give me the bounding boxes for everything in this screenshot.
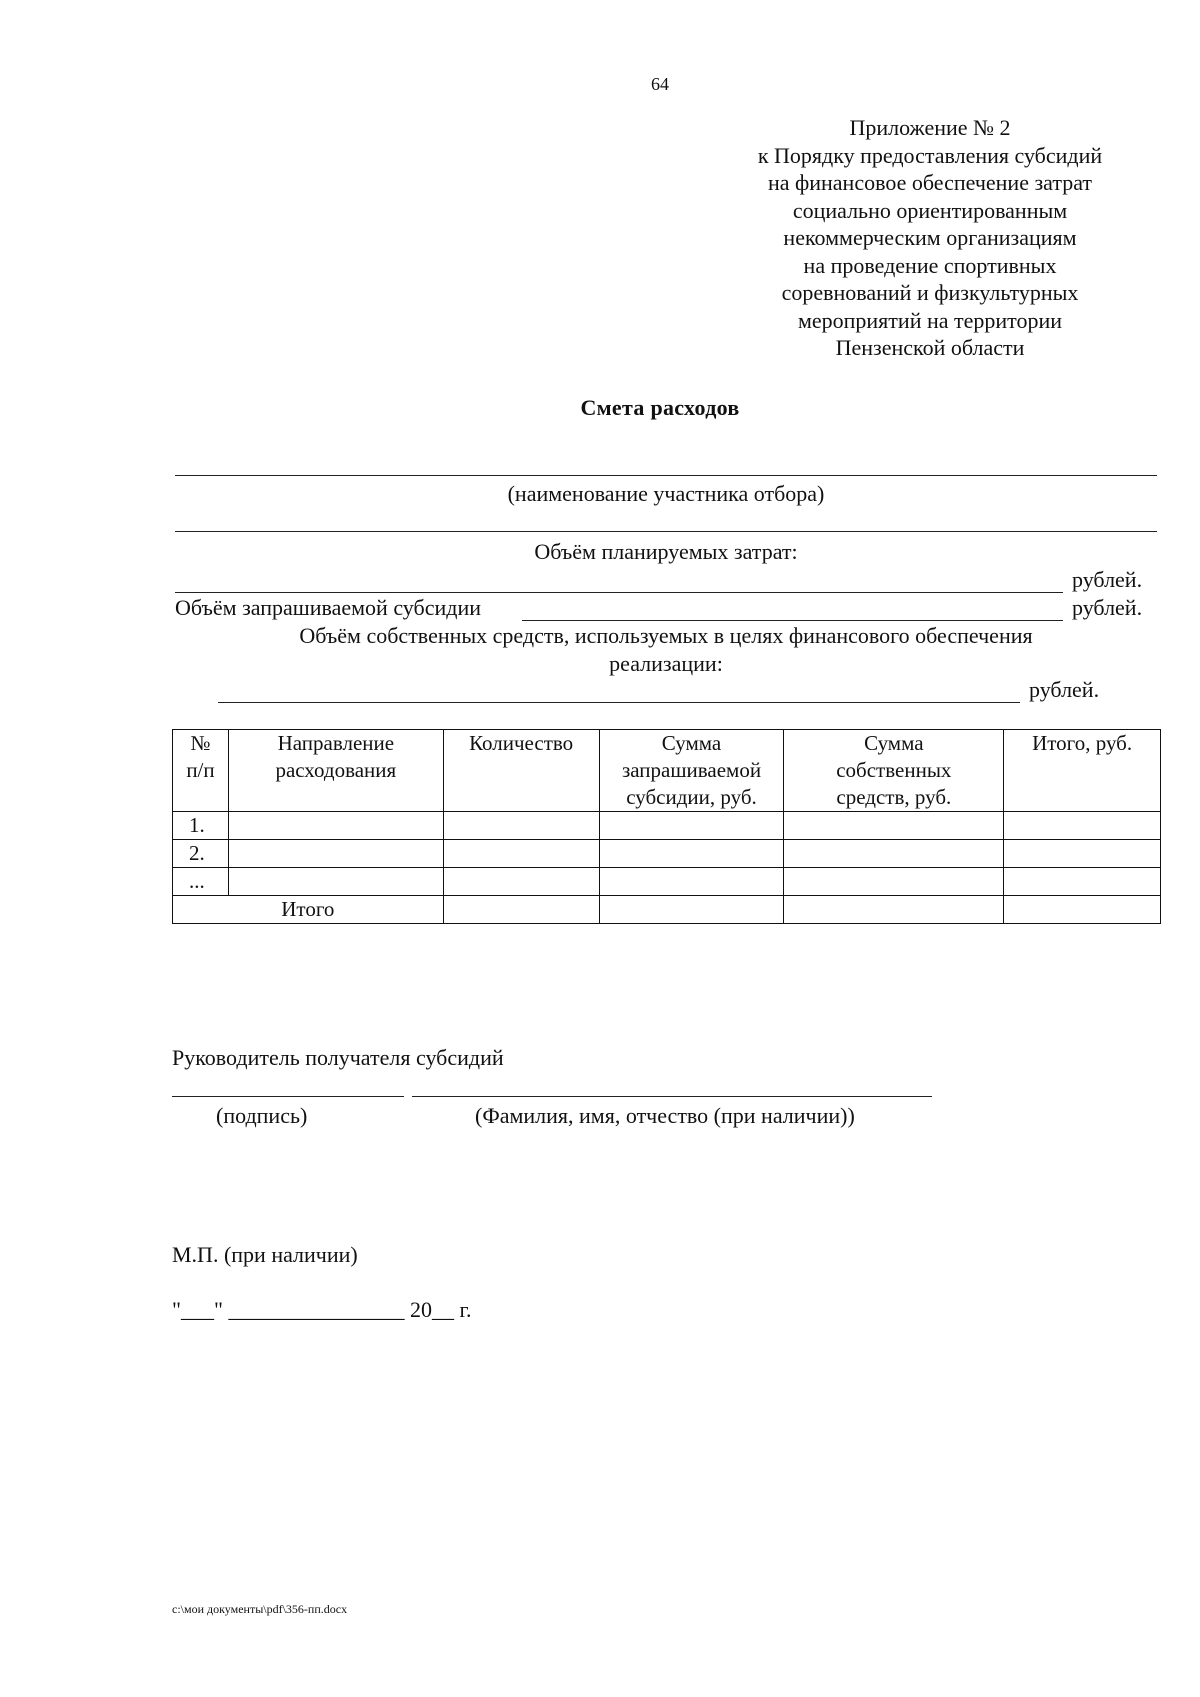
own-funds-suffix: рублей. (1029, 677, 1100, 702)
budget-table (172, 729, 1161, 924)
table-cell (228, 812, 443, 840)
appendix-line: соревнований и физкультурных (781, 280, 1079, 305)
document-title: Смета расходов (580, 395, 740, 420)
planned-costs-suffix: рублей. (1072, 567, 1143, 592)
table-cell (1004, 840, 1161, 868)
table-cell (599, 868, 784, 896)
row-number: 2. (173, 840, 229, 868)
participant-name-line (175, 475, 1157, 476)
page-number: 64 (651, 74, 669, 94)
table-row (173, 840, 1161, 868)
header-cell-own-funds: Сумма собственных средств, руб. (784, 730, 1004, 812)
stamp-label: М.П. (при наличии) (172, 1242, 358, 1267)
table-cell (1004, 896, 1161, 924)
date-line (172, 1297, 472, 1323)
row-number: ... (173, 868, 229, 896)
table-total-row (173, 896, 1161, 924)
table-header-row (173, 730, 1161, 812)
table-cell (443, 868, 599, 896)
appendix-line: социально ориентированным (792, 197, 1068, 223)
appendix-line: Приложение № 2 (849, 115, 1011, 140)
table-cell (228, 840, 443, 868)
header-cell-quantity: Количество (443, 730, 599, 812)
table-cell (784, 896, 1004, 924)
name-line (412, 1096, 932, 1097)
date-day: "___" (172, 1297, 223, 1322)
appendix-line: некоммерческим организациям (783, 225, 1077, 250)
date-month: ________________ (228, 1297, 405, 1322)
table-cell (228, 868, 443, 896)
row-number: 1. (173, 812, 229, 840)
signature-caption: (подпись) (216, 1103, 308, 1128)
planned-costs-line (175, 592, 1063, 593)
participant-caption: (наименование участника отбора) (507, 481, 825, 506)
participant-name-line-2 (175, 531, 1157, 532)
appendix-header (730, 114, 1130, 362)
table-cell (1004, 812, 1161, 840)
own-funds-label: Объём собственных средств, используемых в целях финансового обеспечения (299, 623, 1033, 648)
table-row (173, 868, 1161, 896)
table-cell (599, 896, 784, 924)
appendix-line: на финансовое обеспечение затрат (767, 170, 1093, 195)
own-funds-line (218, 702, 1020, 703)
header-cell-total: Итого, руб. (1004, 730, 1161, 812)
appendix-line: на проведение спортивных (803, 252, 1057, 278)
table-cell (443, 840, 599, 868)
header-cell-requested-subsidy: Сумма запрашиваемой субсидии, руб. (599, 730, 784, 812)
total-label: Итого (173, 896, 444, 924)
signature-line (172, 1096, 404, 1097)
table-cell (599, 840, 784, 868)
table-cell (784, 868, 1004, 896)
table-cell (599, 812, 784, 840)
appendix-line: мероприятий на территории (797, 307, 1063, 333)
requested-subsidy-label: Объём запрашиваемой субсидии (175, 595, 481, 620)
table-cell (1004, 868, 1161, 896)
table-row (173, 812, 1161, 840)
table-cell (784, 840, 1004, 868)
own-funds-label-cont: реализации: (609, 651, 723, 676)
table-cell (443, 896, 599, 924)
table-cell (443, 812, 599, 840)
planned-costs-label: Объём планируемых затрат: (534, 539, 798, 564)
header-cell-direction: Направление расходования (228, 730, 443, 812)
appendix-line: Пензенской области (835, 335, 1025, 360)
appendix-line: к Порядку предоставления субсидий (757, 142, 1103, 168)
footer-file-path: c:\мои документы\pdf\356-пп.docx (172, 1602, 348, 1616)
date-year: 20__ г. (409, 1297, 472, 1322)
name-caption: (Фамилия, имя, отчество (при наличии)) (475, 1103, 855, 1128)
header-cell-number: № п/п (173, 730, 229, 812)
requested-subsidy-suffix: рублей. (1072, 595, 1143, 620)
requested-subsidy-line (522, 620, 1063, 621)
table-cell (784, 812, 1004, 840)
head-label: Руководитель получателя субсидий (172, 1045, 504, 1070)
